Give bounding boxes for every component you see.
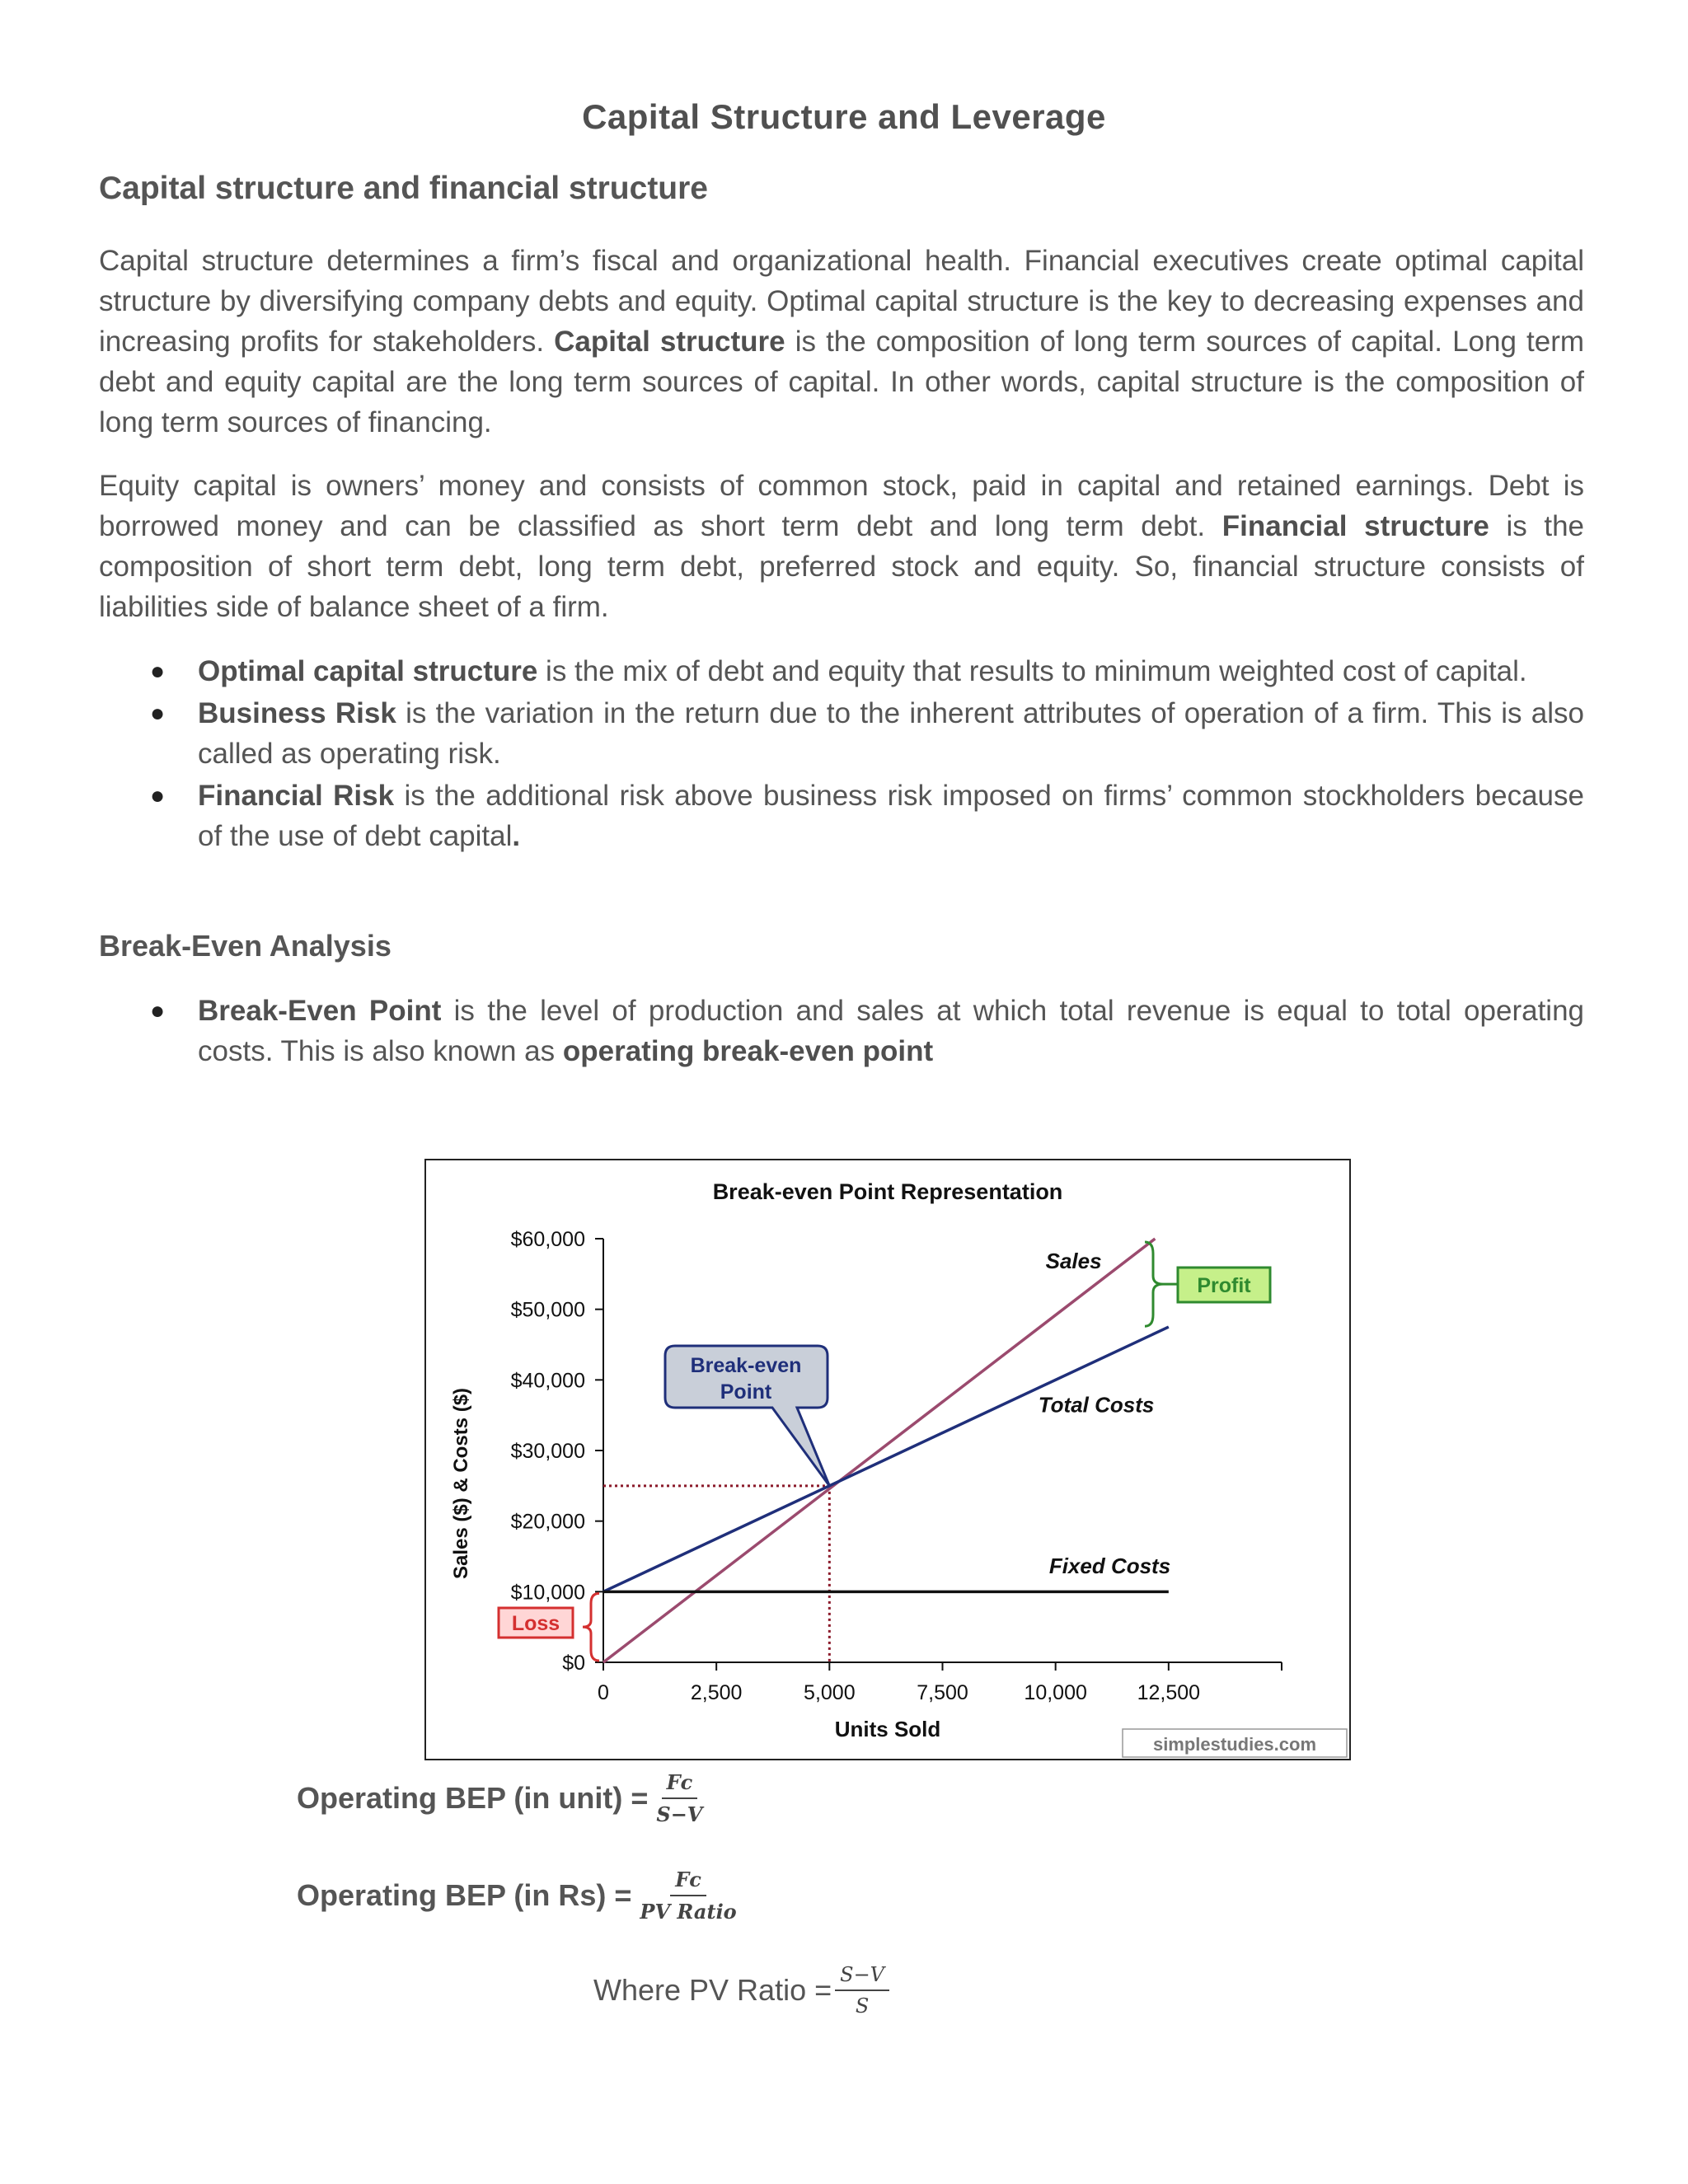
term-financial-risk: Financial Risk xyxy=(198,780,395,812)
y-tick-label: $20,000 xyxy=(510,1510,585,1534)
break-even-callout-label: Break-even xyxy=(690,1354,802,1377)
formula-pv-ratio xyxy=(593,1963,889,2018)
formula-bep-units xyxy=(297,1770,707,1826)
paragraph-text: is the composition of short term debt, long term debt, preferred stock and equity. So, financial structure consists of liabilities side of balance sheet of a firm. xyxy=(99,510,1584,623)
fixed-costs-label: Fixed Costs xyxy=(1048,1554,1171,1579)
list-item xyxy=(99,651,1584,691)
y-tick-label: $0 xyxy=(562,1652,585,1675)
y-axis-label: Sales ($) & Costs ($) xyxy=(450,1387,472,1580)
definition-text: is the mix of debt and equity that results to minimum weighted cost of capital. xyxy=(537,655,1527,687)
chart-title: Break-even Point Representation xyxy=(712,1179,1063,1204)
y-tick-label: $30,000 xyxy=(510,1440,585,1463)
x-axis-label: Units Sold xyxy=(834,1717,941,1741)
x-tick-label: 0 xyxy=(598,1681,609,1704)
formula-bep-rs xyxy=(297,1868,742,1924)
y-tick-label: $60,000 xyxy=(510,1228,585,1251)
bullet-icon: ● xyxy=(150,782,166,809)
list-item xyxy=(99,693,1584,774)
formula-label: Where PV Ratio = xyxy=(593,1973,832,2007)
x-tick-label: 7,500 xyxy=(917,1681,968,1704)
section-heading-capital-structure: Capital structure and financial structure xyxy=(99,171,709,206)
x-tick-label: 12,500 xyxy=(1137,1681,1201,1704)
term-financial-structure: Financial structure xyxy=(1221,510,1489,542)
x-tick-label: 10,000 xyxy=(1024,1681,1087,1704)
page-title: Capital Structure and Leverage xyxy=(582,97,1106,136)
term-operating-break-even-point: operating break-even point xyxy=(562,1035,934,1067)
fraction-numerator: Fc xyxy=(670,1868,706,1896)
y-tick-label: $10,000 xyxy=(510,1581,585,1605)
term-break-even-point: Break-Even Point xyxy=(198,995,442,1027)
term-business-risk: Business Risk xyxy=(198,697,396,729)
profit-brace xyxy=(1145,1242,1163,1326)
definition-text: is the level of production and sales at which total revenue is equal to total operating costs. This is also known as xyxy=(198,995,1584,1067)
definition-text: is the variation in the return due to the inherent attributes of operation of a firm. This is also called as operating risk. xyxy=(198,697,1584,770)
definition-text: is the additional risk above business risk imposed on firms’ common stockholders because of the use of debt capital xyxy=(198,780,1584,852)
bullet-icon: ● xyxy=(150,700,166,727)
fraction xyxy=(635,1868,741,1924)
loss-brace xyxy=(583,1593,599,1661)
sales-line xyxy=(603,1239,1155,1662)
formula-label: Operating BEP (in Rs) = xyxy=(297,1878,632,1912)
break-even-callout-label: Point xyxy=(720,1380,772,1404)
section-heading-break-even: Break-Even Analysis xyxy=(99,929,392,963)
sentence-end: . xyxy=(512,820,521,852)
chart-svg xyxy=(426,1160,1349,1759)
list-item xyxy=(99,776,1584,856)
watermark-text: simplestudies.com xyxy=(1152,1734,1317,1755)
paragraph-financial-structure xyxy=(99,466,1584,627)
fraction xyxy=(835,1963,889,2018)
fraction-denominator: S xyxy=(855,1994,870,2018)
fraction-numerator: S−V xyxy=(835,1963,889,1991)
list-item xyxy=(99,991,1584,1071)
fraction xyxy=(651,1770,707,1826)
term-capital-structure: Capital structure xyxy=(554,326,785,358)
y-tick-label: $40,000 xyxy=(510,1369,585,1393)
fraction-denominator: PV Ratio xyxy=(640,1900,737,1924)
profit-label: Profit xyxy=(1197,1274,1251,1297)
paragraph-text: Capital structure determines a firm’s fiscal and organizational health. Financial executives create optimal capital structure by diversifying company debts and equity. Optimal capital structure is the key to decreasing expenses and increasing profits for stakeholders. xyxy=(99,245,1584,358)
y-tick-label: $50,000 xyxy=(510,1298,585,1322)
bullet-icon: ● xyxy=(150,658,166,685)
fraction-denominator: S−V xyxy=(656,1802,703,1826)
paragraph-text: Equity capital is owners’ money and consists of common stock, paid in capital and retained earnings. Debt is borrowed money and can be classified as short term debt and long term debt. xyxy=(99,470,1584,542)
paragraph-text: is the composition of long term sources of capital. Long term debt and equity capital are the long term sources of capital. In other words, capital structure is the composition of long term sources of financing. xyxy=(99,326,1584,438)
x-tick-label: 5,000 xyxy=(804,1681,856,1704)
loss-label: Loss xyxy=(511,1612,560,1635)
sales-label: Sales xyxy=(1045,1248,1102,1273)
paragraph-capital-structure xyxy=(99,241,1584,443)
term-optimal-capital-structure: Optimal capital structure xyxy=(198,655,538,687)
x-tick-label: 2,500 xyxy=(690,1681,743,1704)
fraction-numerator: Fc xyxy=(662,1770,698,1799)
break-even-chart xyxy=(424,1159,1351,1760)
formula-label: Operating BEP (in unit) = xyxy=(297,1781,649,1815)
definitions-list xyxy=(99,651,1584,858)
bullet-icon: ● xyxy=(150,997,166,1024)
total-costs-label: Total Costs xyxy=(1038,1392,1155,1418)
break-even-list xyxy=(99,991,1584,1073)
